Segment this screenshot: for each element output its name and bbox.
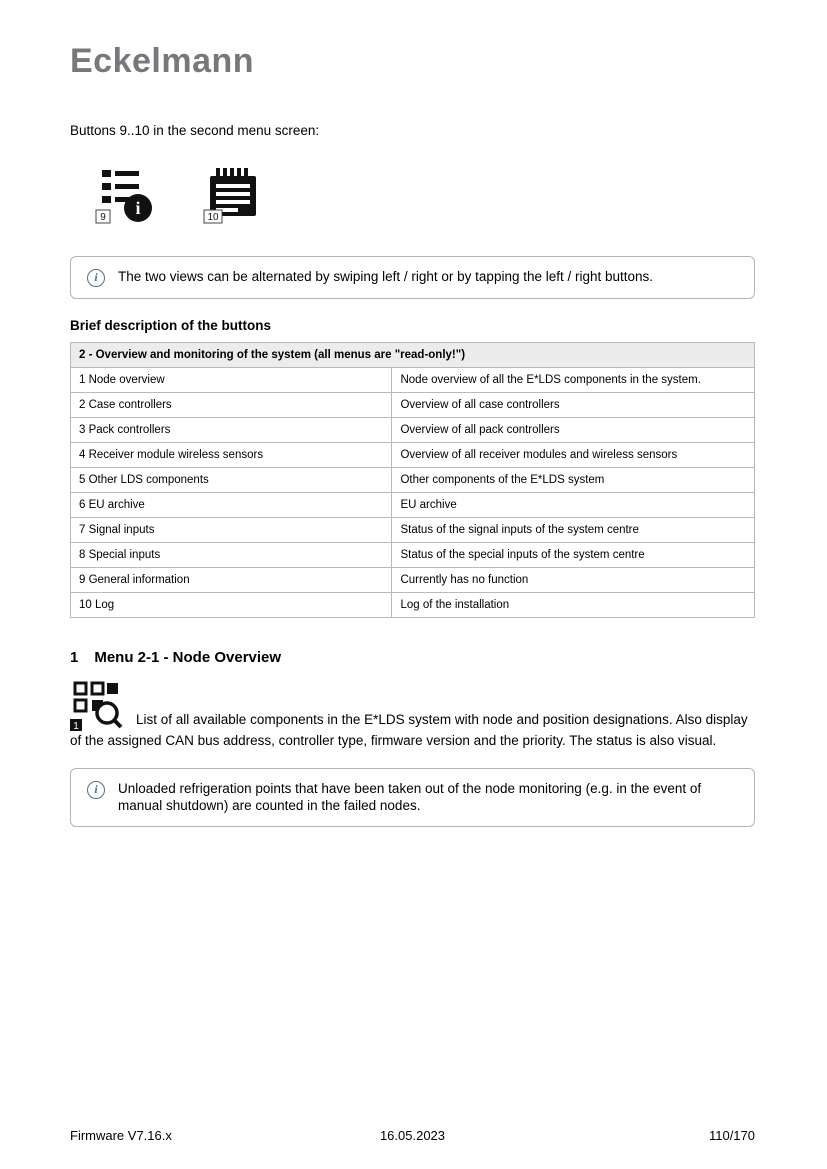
- menu-heading-number: 1: [70, 649, 79, 666]
- table-header: 2 - Overview and monitoring of the system (all menus are "read-only!"): [71, 343, 755, 368]
- table-row: [71, 493, 755, 518]
- table-row: [71, 518, 755, 543]
- button-number-label: 10: [207, 212, 219, 223]
- menu-heading: [70, 649, 755, 666]
- menu-buttons-row: [94, 164, 755, 226]
- log-button-icon: [202, 166, 266, 226]
- svg-text:i: i: [135, 198, 141, 218]
- footer-date: 16.05.2023: [379, 1128, 446, 1143]
- general-info-button-icon: [94, 166, 156, 226]
- info-box: [70, 768, 755, 827]
- info-icon: i: [87, 269, 105, 287]
- row-label: 5 Other LDS components: [71, 468, 392, 493]
- table-row: [71, 393, 755, 418]
- row-description: Overview of all receiver modules and wireless sensors: [392, 443, 755, 468]
- info-box-text: Unloaded refrigeration points that have been taken out of the node monitoring (e.g. in the event of manual shutdown) are counted in the failed nodes.: [118, 780, 702, 814]
- row-label: 6 EU archive: [71, 493, 392, 518]
- row-description: Log of the installation: [392, 593, 755, 618]
- page-footer: [70, 1128, 755, 1143]
- table-row: [71, 568, 755, 593]
- row-label: 7 Signal inputs: [71, 518, 392, 543]
- node-overview-icon: [70, 680, 126, 732]
- page-content: [70, 0, 755, 827]
- footer-page-number: 110/170: [708, 1128, 755, 1143]
- row-description: Other components of the E*LDS system: [392, 468, 755, 493]
- row-description: Overview of all case controllers: [392, 393, 755, 418]
- row-description: EU archive: [392, 493, 755, 518]
- table-header-row: [71, 343, 755, 368]
- footer-firmware: Firmware V7.16.x: [70, 1128, 172, 1143]
- icon-number-label: 1: [73, 721, 79, 732]
- row-description: Node overview of all the E*LDS components in the system.: [392, 368, 755, 393]
- row-label: 4 Receiver module wireless sensors: [71, 443, 392, 468]
- row-label: 9 General information: [71, 568, 392, 593]
- button-description-table: [70, 342, 755, 618]
- table-row: [71, 593, 755, 618]
- button-number-label: 9: [100, 212, 106, 223]
- menu-heading-title: Menu 2-1 - Node Overview: [94, 649, 282, 666]
- section-heading: Brief description of the buttons: [70, 318, 271, 333]
- row-label: 3 Pack controllers: [71, 418, 392, 443]
- row-description: Currently has no function: [392, 568, 755, 593]
- row-description: Status of the special inputs of the system centre: [392, 543, 755, 568]
- table-row: [71, 443, 755, 468]
- row-label: 2 Case controllers: [71, 393, 392, 418]
- row-label: 1 Node overview: [71, 368, 392, 393]
- row-description: Status of the signal inputs of the system centre: [392, 518, 755, 543]
- menu-paragraph: [70, 680, 755, 750]
- table-row: [71, 468, 755, 493]
- menu-paragraph-text: List of all available components in the E*LDS system with node and position designations. Also display of the assigned CAN bus address, controller type, firmware version and the priority. The status is also visual.: [70, 712, 748, 748]
- table-row: [71, 368, 755, 393]
- eckelmann-logo: Eckelmann: [70, 42, 255, 80]
- row-label: 8 Special inputs: [71, 543, 392, 568]
- info-icon: i: [87, 781, 105, 799]
- info-box: [70, 256, 755, 299]
- row-label: 10 Log: [71, 593, 392, 618]
- row-description: Overview of all pack controllers: [392, 418, 755, 443]
- intro-text: Buttons 9..10 in the second menu screen:: [70, 123, 320, 138]
- info-box-text: The two views can be alternated by swiping left / right or by tapping the left / right buttons.: [118, 269, 654, 284]
- table-row: [71, 418, 755, 443]
- table-row: [71, 543, 755, 568]
